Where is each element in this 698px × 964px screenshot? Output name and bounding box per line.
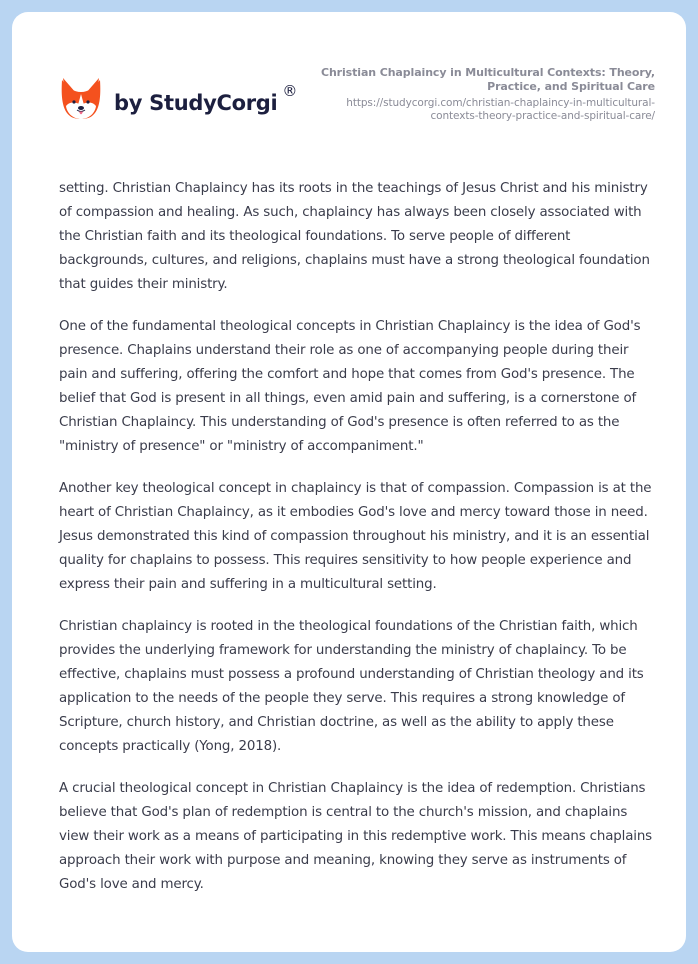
document-page bbox=[12, 12, 686, 952]
paragraph: Another key theological concept in chaplaincy is that of compassion. Compassion is at the heart of Christian Chaplaincy, as it embodies God's love and mercy toward those in need. Jesus demonstrated this kind of compassion throughout his ministry, and it is an essential quality for chaplains to possess. This requires sensitivity to how people experience and express their pain and suffering in a multicultural setting. bbox=[59, 481, 652, 592]
document-url-line-2[interactable]: contexts-theory-practice-and-spiritual-care/ bbox=[430, 110, 655, 122]
corgi-icon bbox=[60, 76, 102, 122]
document-url-line-1[interactable]: https://studycorgi.com/christian-chaplaincy-in-multicultural- bbox=[346, 97, 655, 109]
document-url[interactable] bbox=[295, 97, 655, 123]
paragraph: One of the fundamental theological concepts in Christian Chaplaincy is the idea of God's presence. Chaplains understand their role as one of accompanying people during their pain and suffering, offering the comfort and hope that comes from God's presence. The belief that God is present in all things, even amid pain and suffering, is a cornerstone of Christian Chaplaincy. This understanding of God's presence is often referred to as the "ministry of presence" or "ministry of accompaniment." bbox=[59, 319, 641, 454]
document-title-line-1: Christian Chaplaincy in Multicultural Contexts: Theory, bbox=[320, 66, 655, 79]
document-title bbox=[295, 66, 655, 94]
document-body bbox=[59, 177, 659, 915]
paragraph: setting. Christian Chaplaincy has its roots in the teachings of Jesus Christ and his ministry of compassion and healing. As such, chaplaincy has always been closely associated with the Christian faith and its theological foundations. To serve people of different backgrounds, cultures, and religions, chaplains must have a strong theological foundation that guides their ministry. bbox=[59, 181, 650, 292]
paragraph: Christian chaplaincy is rooted in the theological foundations of the Christian faith, which provides the underlying framework for understanding the ministry of chaplaincy. To be effective, chaplains must possess a profound understanding of Christian theology and its application to the needs of the people they serve. This requires a strong knowledge of Scripture, church history, and Christian doctrine, as well as the ability to apply these concepts practically (Yong, 2018). bbox=[59, 619, 644, 754]
page-header bbox=[12, 12, 686, 152]
logo-text: by StudyCorgi bbox=[114, 91, 278, 115]
studycorgi-logo[interactable] bbox=[60, 76, 297, 122]
document-title-line-2: Practice, and Spiritual Care bbox=[487, 80, 655, 93]
paragraph: A crucial theological concept in Christian Chaplaincy is the idea of redemption. Christians believe that God's plan of redemption is central to the church's mission, and chaplains view their work as a means of participating in this redemptive work. This means chaplains approach their work with purpose and meaning, knowing they serve as instruments of God's love and mercy. bbox=[59, 781, 653, 892]
registered-mark: ® bbox=[282, 82, 298, 100]
document-meta bbox=[295, 66, 655, 123]
